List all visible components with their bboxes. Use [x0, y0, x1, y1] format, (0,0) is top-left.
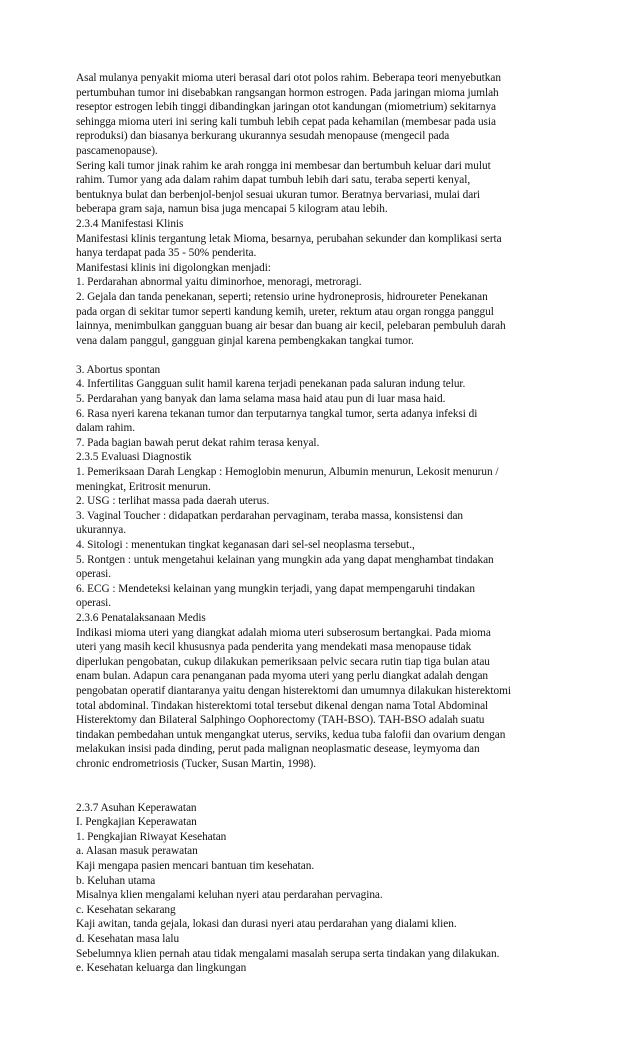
text-line: pascamenopause). [76, 144, 158, 157]
text-line: lainnya, menimbulkan gangguan buang air besar dan buang air kecil, pelebaran pembuluh darah [76, 320, 506, 333]
text-line: ukurannya. [76, 524, 127, 537]
text-line: diperlukan pengobatan, cukup dilakukan pemeriksaan pelvic secara rutin tiap tiga bulan atau [76, 655, 490, 668]
text-line: meningkat, Eritrosit menurun. [76, 480, 211, 493]
text-line: Indikasi mioma uteri yang diangkat adalah mioma uteri subserosum bertangkai. Pada mioma [76, 626, 491, 639]
text-line: Histerektomy dan Bilateral Salphingo Oophorectomy (TAH-BSO). TAH-BSO adalah suatu [76, 714, 485, 727]
text-line: Manifestasi klinis ini digolongkan menjadi: [76, 261, 271, 274]
list-item: d. Kesehatan masa lalu [76, 933, 180, 946]
section-c [76, 801, 566, 976]
list-item: 6. Rasa nyeri karena tekanan tumor dan terputarnya tangkal tumor, serta adanya infeksi di [76, 407, 478, 420]
text-line: Asal mulanya penyakit mioma uteri berasal dari otot polos rahim. Beberapa teori menyebutkan [76, 72, 501, 84]
text-line: operasi. [76, 597, 112, 610]
text-line: operasi. [76, 568, 112, 581]
text-line: melakukan insisi pada dinding, perut pada malignan neoplasmatic desease, leymyoma dan [76, 743, 480, 756]
list-item: c. Kesehatan sekarang [76, 903, 176, 916]
text-line: enam bulan. Adapun cara penanganan pada myoma uteri yang perlu diangkat adalah dengan [76, 670, 489, 683]
document-page [76, 71, 566, 976]
list-item: e. Kesehatan keluarga dan lingkungan [76, 962, 247, 975]
text-line: total abdominal. Tindakan histerektomi total tersebut dikenal dengan nama Total Abdominal [76, 699, 489, 712]
text-line: pertumbuhan tumor ini disebabkan rangsangan hormon estrogen. Pada jaringan mioma jumlah [76, 86, 499, 99]
text-line: sehingga mioma uteri ini sering kali tumbuh lebih cepat pada kehamilan (membesar pada usia [76, 115, 496, 128]
list-item: 3. Abortus spontan [76, 363, 161, 376]
blank-line [76, 348, 566, 363]
list-item: 1. Pengkajian Riwayat Kesehatan [76, 830, 227, 843]
blank-lines [76, 772, 566, 801]
text-line: beberapa gram saja, namun bisa juga mencapai 5 kilogram atau lebih. [76, 203, 388, 216]
text-line: chronic endrometriosis (Tucker, Susan Martin, 1998). [76, 757, 317, 770]
text-line: dalam rahim. [76, 422, 136, 435]
text-line: Sering kali tumor jinak rahim ke arah rongga ini membesar dan bertumbuh keluar dari mulut [76, 159, 491, 172]
text-line: rahim. Tumor yang ada dalam rahim dapat tumbuh lebih dari satu, teraba seperti kenyal, [76, 174, 471, 187]
text-line: uteri yang masih kecil khususnya pada penderita yang mendekati masa menopause tidak [76, 641, 472, 654]
text-line: vena dalam panggul, gangguan ginjal karena pembengkakan tangkai tumor. [76, 334, 414, 347]
text-line: Sebelumnya klien pernah atau tidak mengalami masalah serupa serta tindakan yang dilakukan. [76, 947, 500, 960]
text-line: reseptor estrogen lebih tinggi dibandingkan jaringan otot kandungan (miometrium) sekitarnya [76, 101, 496, 114]
section-heading: 2.3.5 Evaluasi Diagnostik [76, 451, 192, 464]
list-item: 3. Vaginal Toucher : didapatkan perdarahan pervaginam, teraba massa, konsistensi dan [76, 509, 464, 522]
list-item: 4. Infertilitas Gangguan sulit hamil karena terjadi penekanan pada saluran indung telur. [76, 378, 466, 391]
list-item: 4. Sitologi : menentukan tingkat keganasan dari sel-sel neoplasma tersebut., [76, 539, 415, 551]
section-b [76, 363, 566, 772]
text-line: Misalnya klien mengalami keluhan nyeri atau perdarahan pervagina. [76, 889, 383, 902]
section-heading: 2.3.6 Penatalaksanaan Medis [76, 611, 206, 624]
list-item: a. Alasan masuk perawatan [76, 845, 198, 858]
list-item: 1. Perdarahan abnormal yaitu diminorhoe, menoragi, metroragi. [76, 276, 362, 289]
list-item: 7. Pada bagian bawah perut dekat rahim terasa kenyal. [76, 436, 320, 449]
subsection-heading: I. Pengkajian Keperawatan [76, 816, 197, 829]
section-a [76, 71, 566, 348]
text-line: pada organ di sekitar tumor seperti kandung kemih, ureter, rektum atau organ rongga panggul [76, 305, 494, 318]
text-line: Manifestasi klinis tergantung letak Mioma, besarnya, perubahan sekunder dan komplikasi serta [76, 232, 502, 245]
section-heading: 2.3.4 Manifestasi Klinis [76, 217, 184, 230]
text-line: reproduksi) dan biasanya berkurang ukurannya sesudah menopause (mengecil pada [76, 130, 450, 143]
text-line: Kaji awitan, tanda gejala, lokasi dan durasi nyeri atau perdarahan yang dialami klien. [76, 918, 457, 931]
text-line: tindakan pembedahan untuk mengangkat uterus, serviks, kedua tuba falofii dan ovarium dengan [76, 728, 506, 741]
list-item: 5. Rontgen : untuk mengetahui kelainan yang mungkin ada yang dapat menghambat tindakan [76, 553, 494, 566]
list-item: 2. Gejala dan tanda penekanan, seperti; retensio urine hydroneprosis, hidroureter Penekanan [76, 290, 488, 303]
list-item: 6. ECG : Mendeteksi kelainan yang mungkin terjadi, yang dapat mempengaruhi tindakan [76, 582, 475, 595]
text-line: pengobatan operatif diantaranya yaitu dengan histerektomi dan umumnya dilakukan histerektomi [76, 684, 511, 697]
list-item: 1. Pemeriksaan Darah Lengkap : Hemoglobin menurun, Albumin menurun, Lekosit menurun / [76, 466, 499, 479]
list-item: b. Keluhan utama [76, 874, 156, 887]
text-line: Kaji mengapa pasien mencari bantuan tim kesehatan. [76, 860, 315, 873]
text-line: hanya terdapat pada 35 - 50% penderita. [76, 247, 257, 260]
text-line: bentuknya bulat dan berbenjol-benjol sesuai ukuran tumor. Beratnya bervariasi, mulai dari [76, 188, 480, 201]
section-heading: 2.3.7 Asuhan Keperawatan [76, 801, 197, 814]
list-item: 2. USG : terlihat massa pada daerah uterus. [76, 495, 270, 508]
list-item: 5. Perdarahan yang banyak dan lama selama masa haid atau pun di luar masa haid. [76, 393, 446, 406]
